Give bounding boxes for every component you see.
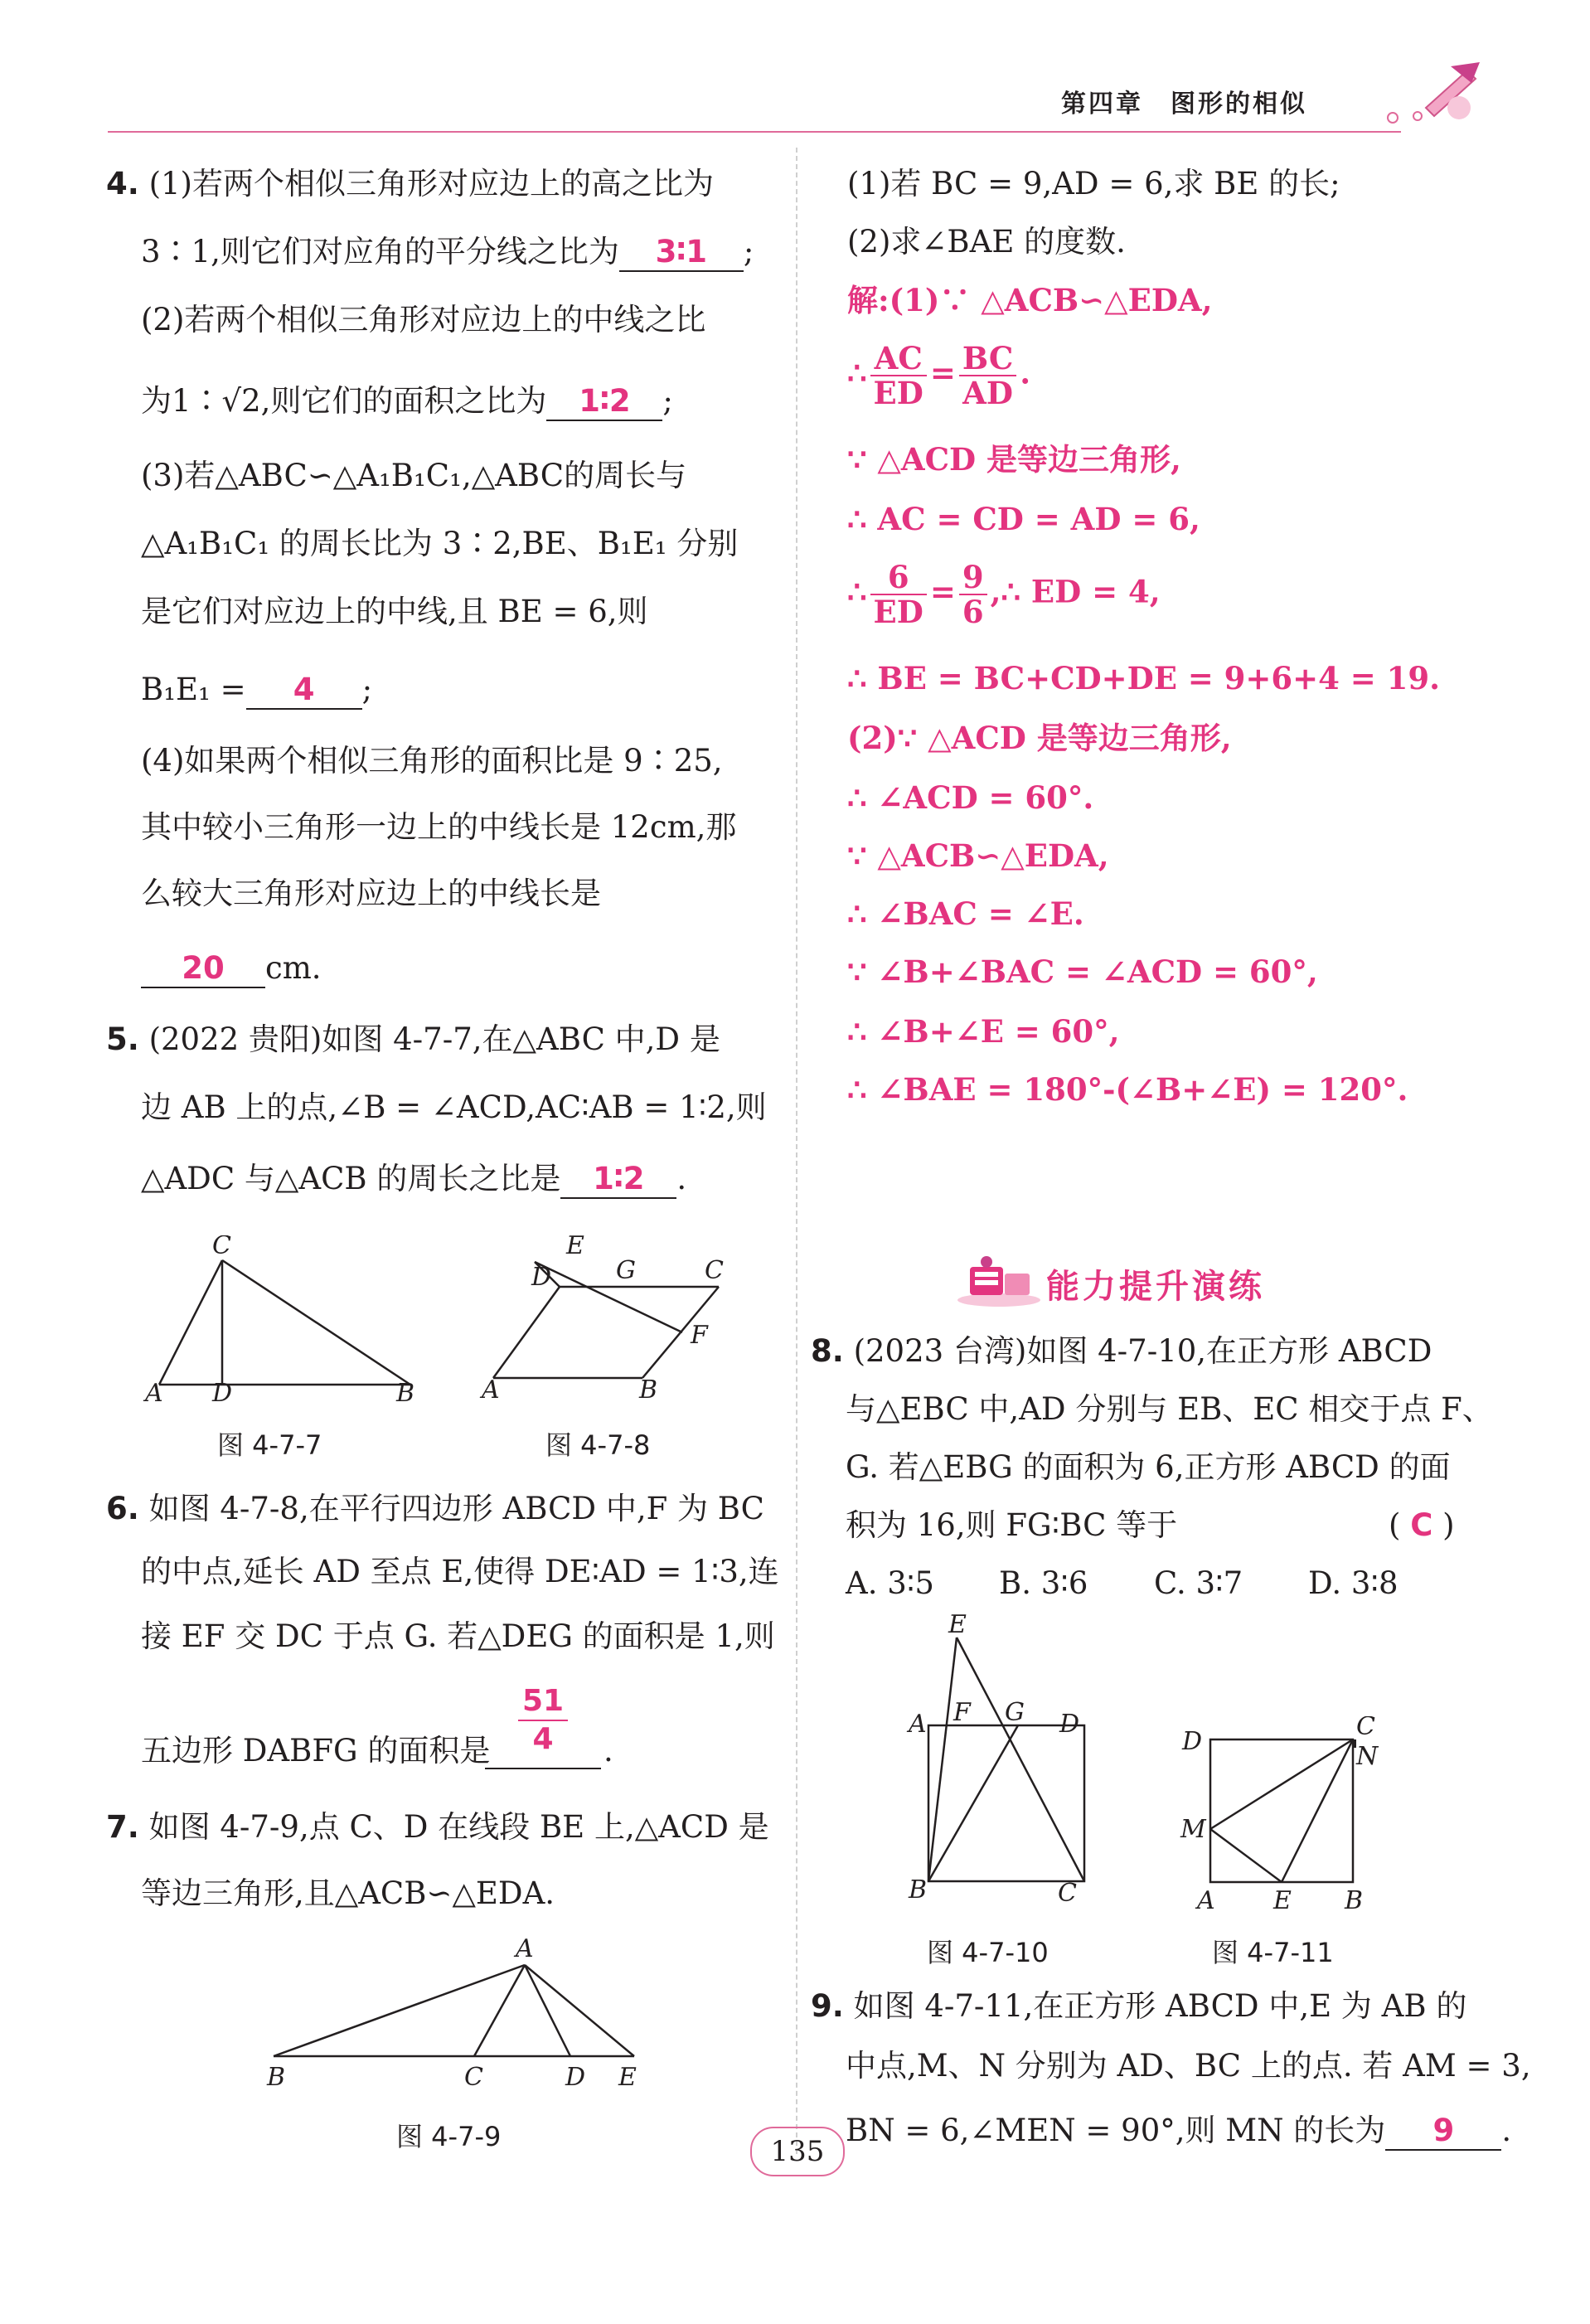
q4-line-1 [106, 166, 714, 202]
fig478-label-d: D [531, 1263, 552, 1292]
fig4710-label-a: A [909, 1710, 927, 1739]
q8-number: 8. [811, 1333, 844, 1369]
fig479-label-a: A [516, 1934, 534, 1963]
fig4711-label-e: E [1273, 1886, 1292, 1915]
fig477-label-c: C [212, 1235, 231, 1260]
solution-equals-1: = [929, 354, 956, 391]
classroom-icon [953, 1252, 1045, 1310]
solution-line-1: 解:(1)∵ △ACB∽△EDA, [847, 282, 1213, 318]
solution-frac1-den: ED [873, 375, 923, 411]
fig479-label-b: B [267, 2063, 286, 2092]
fig4711-label-c: C [1356, 1716, 1375, 1741]
q7-number: 7. [106, 1809, 139, 1845]
q9-line-3 [846, 2113, 1511, 2151]
fig477-label-b: B [396, 1379, 415, 1408]
solution-line-6: ∴ BE = BC+CD+DE = 9+6+4 = 19. [847, 660, 1441, 696]
q8-line-1 [811, 1333, 1432, 1370]
q9-text-1: 如图 4-7-11,在正方形 ABCD 中,E 为 AB 的 [853, 1988, 1467, 2024]
q4-part3-answer: 4 [246, 672, 362, 710]
figure-4-7-10-caption: 图 4-7-10 [927, 1937, 1049, 1968]
q4-part1-text-2: 3∶1,则它们对应角的平分线之比为 [141, 234, 619, 269]
solution-frac2-num: BC [959, 342, 1016, 376]
q9-number: 9. [811, 1988, 844, 2024]
q4-part4-answer: 20 [141, 950, 265, 988]
figure-4-7-10 [895, 1613, 1094, 1928]
q6-answer-numerator: 51 [518, 1683, 568, 1721]
solution-end-5: ,∴ ED = 4, [990, 573, 1161, 610]
q6-number: 6. [106, 1491, 139, 1526]
q4-part1-answer: 3∶1 [619, 234, 744, 272]
q6-text-1: 如图 4-7-8,在平行四边形 ABCD 中,F 为 BC [148, 1491, 764, 1526]
solution-frac3-num: 6 [870, 560, 927, 595]
ability-section-title: 能力提升演练 [1046, 1268, 1265, 1306]
fig479-label-d: D [565, 2063, 586, 2092]
q8-option-c: C. 3∶7 [1154, 1565, 1243, 1601]
fig479-label-e: E [618, 2063, 637, 2092]
q5-text-2: 边 AB 上的点,∠B = ∠ACD,AC∶AB = 1∶2,则 [141, 1089, 767, 1125]
q9-answer: 9 [1385, 2113, 1501, 2151]
q4-part2-text-2: 为1∶√2,则它们的面积之比为 [141, 383, 547, 419]
solution-line-12: ∴ ∠B+∠E = 60°, [847, 1013, 1120, 1050]
q4-line-12 [141, 950, 322, 988]
figure-4-7-9 [257, 1932, 655, 2102]
q4-part3-text-3: 是它们对应边上的中线,且 BE = 6,则 [141, 594, 648, 629]
q4-part4-text-2: 其中较小三角形一边上的中线长是 12cm,那 [141, 809, 737, 845]
q8-paren-close: ) [1442, 1507, 1455, 1543]
fig478-label-g: G [616, 1256, 636, 1285]
q7-part1: (1)若 BC = 9,AD = 6,求 BE 的长; [847, 166, 1340, 201]
fig478-label-e: E [566, 1231, 584, 1260]
q8-answer-bracket [1389, 1507, 1455, 1544]
q8-text-2: 与△EBC 中,AD 分别与 EB、EC 相交于点 F、 [846, 1391, 1493, 1427]
q4-part3-text-2: △A₁B₁C₁ 的周长比为 3∶2,BE、B₁E₁ 分别 [141, 526, 739, 561]
fig4711-label-b: B [1345, 1886, 1364, 1915]
solution-line-4: ∴ AC = CD = AD = 6, [847, 501, 1200, 537]
q9-end: . [1501, 2113, 1512, 2148]
q4-line-8 [141, 672, 372, 710]
q9-text-2: 中点,M、N 分别为 AD、BC 上的点. 若 AM = 3, [846, 2048, 1531, 2084]
header-rule [108, 131, 1401, 133]
page-number: 135 [750, 2127, 845, 2176]
solution-line-3: ∵ △ACD 是等边三角形, [847, 441, 1181, 478]
q4-part3-text-4: B₁E₁ = [141, 672, 246, 707]
solution-frac4-num: 9 [959, 560, 987, 595]
q4-part3-text-1: (3)若△ABC∽△A₁B₁C₁,△ABC的周长与 [141, 458, 687, 493]
fig478-label-a: A [482, 1375, 500, 1405]
q6-text-4: 五边形 DABFG 的面积是 [141, 1733, 491, 1768]
q4-number: 4. [106, 166, 139, 201]
solution-line-7: (2)∵ △ACD 是等边三角形, [847, 720, 1232, 756]
fig4711-label-m: M [1180, 1815, 1206, 1844]
solution-frac2-den: AD [962, 375, 1013, 411]
figure-4-7-9-caption: 图 4-7-9 [396, 2121, 502, 2152]
fig4710-label-b: B [909, 1875, 928, 1904]
q8-option-d: D. 3∶8 [1308, 1565, 1399, 1601]
q4-part2-end: ; [662, 383, 673, 419]
solution-line-5 [847, 560, 1161, 628]
figure-4-7-11 [1169, 1716, 1393, 1924]
solution-frac1-num: AC [870, 342, 927, 376]
fig4710-label-g: G [1005, 1698, 1025, 1727]
q4-part4-text-3: 么较大三角形对应边上的中线长是 [141, 876, 601, 911]
solution-frac3-den: ED [873, 594, 923, 630]
fig4710-label-e: E [948, 1613, 967, 1639]
solution-line-10: ∴ ∠BAC = ∠E. [847, 895, 1084, 932]
solution-therefore-2: ∴ [847, 573, 867, 610]
q8-text-3: G. 若△EBG 的面积为 6,正方形 ABCD 的面 [846, 1449, 1451, 1485]
q8-line-4 [846, 1507, 1476, 1544]
chapter-title: 第四章 图形的相似 [1061, 90, 1307, 119]
q5-text-3: △ADC 与△ACB 的周长之比是 [141, 1161, 561, 1196]
q6-text-3: 接 EF 交 DC 于点 G. 若△DEG 的面积是 1,则 [141, 1618, 775, 1654]
q8-text-4: 积为 16,则 FG∶BC 等于 [846, 1507, 1178, 1543]
figure-4-7-7 [141, 1235, 439, 1414]
solution-line-8: ∴ ∠ACD = 60°. [847, 779, 1094, 816]
q8-paren-open: ( [1389, 1507, 1401, 1543]
figure-4-7-8-caption: 图 4-7-8 [545, 1429, 651, 1461]
q4-part1-end: ; [743, 234, 754, 269]
q9-text-3: BN = 6,∠MEN = 90°,则 MN 的长为 [846, 2113, 1386, 2148]
q6-answer-blank [485, 1768, 601, 1769]
solution-end-2: . [1020, 354, 1031, 391]
fig4711-label-a: A [1197, 1886, 1215, 1915]
fig478-label-f: F [691, 1321, 708, 1350]
column-divider [796, 148, 797, 2154]
q7-text-1: 如图 4-7-9,点 C、D 在线段 BE 上,△ACD 是 [148, 1809, 769, 1845]
q8-option-a: A. 3∶5 [846, 1565, 934, 1601]
q4-part3-end: ; [361, 672, 373, 707]
figure-4-7-8 [477, 1227, 750, 1414]
q7-line-1 [106, 1809, 769, 1846]
q6-line-1 [106, 1491, 764, 1527]
q8-text-1: (2023 台湾)如图 4-7-10,在正方形 ABCD [853, 1333, 1432, 1369]
q6-line-4 [141, 1733, 490, 1769]
q5-line-3 [141, 1161, 686, 1199]
q4-part4-end: cm. [265, 950, 322, 986]
q7-part2: (2)求∠BAE 的度数. [847, 224, 1126, 260]
fig478-label-c: C [705, 1256, 724, 1285]
fig4711-label-d: D [1182, 1727, 1203, 1756]
fig4710-label-c: C [1058, 1879, 1077, 1908]
q8-answer: C [1410, 1507, 1433, 1543]
q6-text-2: 的中点,延长 AD 至点 E,使得 DE∶AD = 1∶3,连 [141, 1554, 779, 1589]
solution-frac4-den: 6 [962, 594, 984, 630]
fig4710-label-f: F [953, 1698, 971, 1727]
q4-part2-answer: 1∶2 [546, 383, 662, 421]
fig4710-label-d: D [1059, 1710, 1080, 1739]
fig477-label-d: D [212, 1379, 233, 1408]
q5-line-1 [106, 1021, 720, 1058]
q8-option-b: B. 3∶6 [999, 1565, 1088, 1601]
solution-line-9: ∵ △ACB∽△EDA, [847, 837, 1109, 874]
solution-line-2 [847, 342, 1030, 410]
pencil-decoration-icon [1368, 58, 1484, 133]
q6-answer-denominator: 4 [532, 1722, 554, 1756]
q7-text-2: 等边三角形,且△ACB∽△EDA. [141, 1875, 555, 1911]
solution-line-13: ∴ ∠BAE = 180°-(∠B+∠E) = 120°. [847, 1071, 1408, 1108]
q6-end: . [604, 1733, 613, 1768]
q4-line-2 [141, 234, 754, 272]
fig4711-label-n: N [1356, 1742, 1379, 1771]
figure-4-7-11-caption: 图 4-7-11 [1212, 1937, 1334, 1968]
figure-4-7-7-caption: 图 4-7-7 [217, 1429, 322, 1461]
fig477-label-a: A [145, 1379, 163, 1408]
fig479-label-c: C [464, 2063, 483, 2092]
solution-line-11: ∵ ∠B+∠BAC = ∠ACD = 60°, [847, 953, 1318, 990]
q4-part1-text: (1)若两个相似三角形对应边上的高之比为 [148, 166, 714, 201]
q4-part2-text: (2)若两个相似三角形对应边上的中线之比 [141, 302, 706, 337]
q5-end: . [676, 1161, 687, 1196]
q5-text-1: (2022 贵阳)如图 4-7-7,在△ABC 中,D 是 [148, 1021, 720, 1057]
q6-answer-fraction [485, 1683, 601, 1758]
solution-therefore-1: ∴ [847, 354, 867, 391]
fig478-label-b: B [639, 1375, 658, 1405]
q5-number: 5. [106, 1021, 139, 1057]
q9-line-1 [811, 1988, 1466, 2025]
q4-line-4 [141, 383, 673, 421]
q5-answer: 1∶2 [560, 1161, 676, 1199]
q4-part4-text-1: (4)如果两个相似三角形的面积比是 9∶25, [141, 743, 723, 779]
solution-equals-2: = [929, 573, 956, 610]
